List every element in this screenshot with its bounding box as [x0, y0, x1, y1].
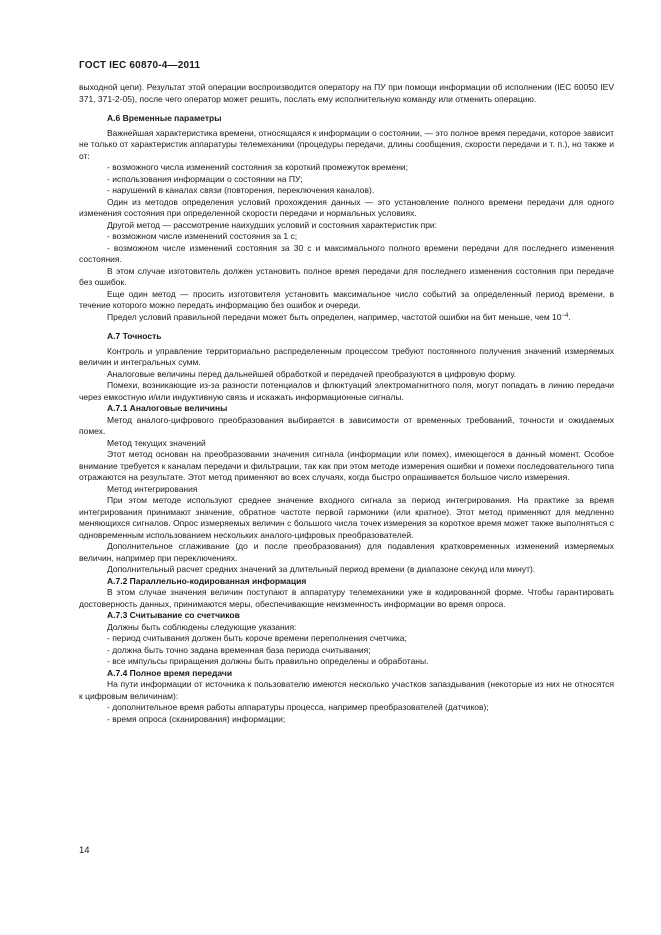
list-item: - все импульсы приращения должны быть правильно определены и обработаны. [107, 656, 429, 666]
list-item: - период считывания должен быть короче времени переполнения счетчика; [107, 633, 407, 643]
section-heading-a6: А.6 Временные параметры [107, 113, 222, 123]
paragraph: В этом случае значения величин поступают в аппаратуру телемеханики уже в кодированной форме. Чтобы гарантировать достоверность данных, принимаются меры, обеспечивающие неизменность информации во время опроса. [79, 587, 614, 609]
paragraph-end: . [568, 311, 571, 322]
subsection-heading-a71: А.7.1 Аналоговые величины [107, 403, 228, 413]
exponent: −4 [561, 312, 569, 319]
list-item: - нарушений в каналах связи (повторения, переключения каналов). [107, 185, 375, 195]
subsection-heading-a74: А.7.4 Полное время передачи [107, 667, 233, 678]
paragraph-error-rate [79, 312, 614, 324]
list-item: - возможного числа изменений состояния за короткий промежуток времени; [107, 162, 409, 172]
paragraph: Метод текущих значений [107, 437, 206, 448]
paragraph: При этом методе используют среднее значение входного сигнала за период интегрирования. На практике за время интегрирования принимают значение, обратное частоте первой гармоники (или кратное). Этот метод применяют для медленно меняющихся сигналов. Опрос измеряемых величин с большого числа точек измерения за короткое время может также выполняться с одновременным использованием нескольких аналого-цифровых преобразователей. [79, 495, 614, 540]
paragraph: Один из методов определения условий прохождения данных — это установление полного времени передачи для одного изменения состояния при определенной скорости передачи и нормальных условиях. [79, 196, 614, 218]
paragraph: На пути информации от источника к пользователю имеются несколько участков запаздывания (некоторые из них не относятся к цифровым величинам): [79, 679, 614, 701]
list-item: - время опроса (сканирования) информации; [107, 713, 286, 724]
paragraph: Этот метод основан на преобразовании значения сигнала (информации или помех), имеющегося в данный момент. Особое внимание требуется к каналам передачи и фильтрации, так как при этом методе измерения ошибки и помехи последовательного типа отражаются на результате. Этот метод применяют во всех случаях, когда быстро опрашивается большое число измерения. [79, 449, 614, 482]
running-head-standard-id: ГОСТ IEC 60870-4—2011 [79, 60, 201, 71]
page-body [79, 82, 614, 725]
paragraph: Помехи, возникающие из-за разности потенциалов и флюктуаций электромагнитного поля, могут попадать в линию передачи через емкостную и/или индуктивную связь и искажать информационные сигналы. [79, 380, 614, 402]
paragraph: Еще один метод — просить изготовителя установить максимальное число событий за определенный период времени, в течение которого можно передать информацию без ошибок и очереди. [79, 288, 614, 310]
page-number: 14 [79, 845, 90, 856]
paragraph: Метод аналого-цифрового преобразования выбирается в зависимости от временных требований, точности и ожидаемых помех. [79, 414, 614, 436]
subsection-heading-a72: А.7.2 Параллельно-кодированная информация [107, 575, 307, 586]
section-heading-a7: А.7 Точность [107, 331, 162, 341]
paragraph: Контроль и управление территориально распределенным процессом требуют постоянного получения значений измеряемых величин и интегральных сумм. [79, 345, 614, 367]
paragraph: выходной цепи). Результат этой операции воспроизводится оператору на ПУ при помощи информации об исполнении (IEC 60050 IEV 371, 371-2-05), после чего оператор может решить, послать ему исполнительную команду или отменить операцию. [79, 82, 614, 104]
paragraph: Дополнительное сглаживание (до и после преобразования) для подавления кратковременных изменений измеряемых величин, например при переключениях. [79, 541, 614, 563]
paragraph: Аналоговые величины перед дальнейшей обработкой и передачей преобразуются в цифровую форму. [107, 368, 517, 379]
list-item: - дополнительное время работы аппаратуры процесса, например преобразователей (датчиков); [107, 702, 489, 712]
list-item: - возможном числе изменений состояния за 1 с; [107, 231, 298, 241]
paragraph: Дополнительный расчет средних значений за длительный период времени (в диапазоне секунд или минут). [107, 564, 536, 574]
paragraph: Другой метод — рассмотрение наихудших условий и состояния характеристик при: [107, 219, 438, 230]
list-item: - использования информации о состоянии на ПУ; [107, 173, 303, 184]
paragraph: В этом случае изготовитель должен установить полное время передачи для последнего изменения состояния при передаче без ошибок. [79, 265, 614, 287]
paragraph: Метод интегрирования [107, 483, 198, 494]
list-item: - должна быть точно задана временная база периода считывания; [107, 644, 371, 655]
paragraph: Важнейшая характеристика времени, относящаяся к информации о состоянии, — это полное время передачи, которое зависит не только от характеристик аппаратуры телемеханики (процедуры передачи, длины сообщения, скорости передачи и т. п.), но также и от: [79, 127, 614, 161]
subsection-heading-a73: А.7.3 Считывание со счетчиков [107, 610, 240, 620]
paragraph-text: Предел условий правильной передачи может быть определен, например, частотой ошибки на бит меньше, чем 10 [107, 311, 562, 322]
paragraph: Должны быть соблюдены следующие указания: [107, 621, 297, 632]
list-item: - возможном числе изменений состояния за 30 с и максимального полного времени передачи для последнего изменения состояния. [79, 242, 614, 264]
